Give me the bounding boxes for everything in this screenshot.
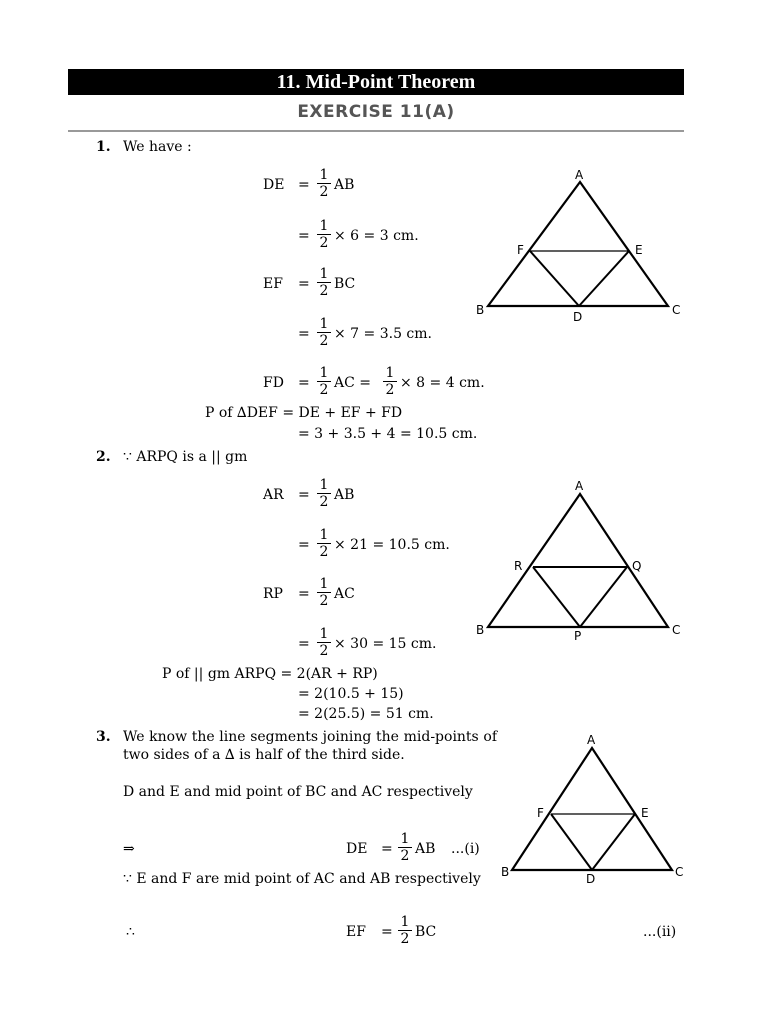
implies-symbol: ⇒ [123, 841, 135, 857]
q2-perimeter-step: = 2(10.5 + 15) [298, 686, 404, 702]
q3-eq-1: = [381, 841, 393, 857]
q3-ref-i: ...(i) [451, 841, 480, 857]
q1-ab: AB [334, 177, 355, 193]
vertex-a-label: A [575, 479, 584, 493]
q3-de-label: DE [346, 841, 368, 857]
divider [68, 130, 684, 132]
q2-eq-2: = [298, 537, 310, 553]
q3-bc: BC [415, 924, 437, 940]
point-d-label: D [586, 872, 596, 886]
q2-ac: AC [334, 586, 355, 602]
q1-bc: BC [334, 276, 356, 292]
triangle-figure-3 [495, 728, 690, 888]
q2-intro: ∵ ARPQ is a || gm [123, 449, 248, 465]
point-p-label: P [574, 629, 582, 642]
fraction-half: $\frac{1}{2}$ [398, 831, 412, 864]
triangle-figure-2 [470, 472, 690, 642]
q2-ar-label: AR [263, 487, 284, 503]
q3-eq-2: = [381, 924, 393, 940]
segment-fd [551, 814, 592, 870]
q3-paragraph-3: ∵ E and F are mid point of AC and AB respectively [123, 871, 481, 887]
exercise-heading: EXERCISE 11(A) [297, 102, 455, 122]
q1-intro: We have : [123, 139, 192, 155]
q1-eq-5: = [298, 375, 310, 391]
fraction-half: $\frac{1}{2}$ [317, 167, 331, 200]
q1-de-label: DE [263, 177, 285, 193]
fraction-half: $\frac{1}{2}$ [317, 527, 331, 560]
vertex-c-label: C [672, 623, 681, 637]
point-e-label: E [635, 243, 643, 257]
fraction-half: $\frac{1}{2}$ [317, 266, 331, 299]
q2-eq-3: = [298, 586, 310, 602]
q1-eq-3: = [298, 276, 310, 292]
q3-ef-label: EF [346, 924, 366, 940]
q2-ab: AB [334, 487, 355, 503]
q2-perimeter: P of || gm ARPQ = 2(AR + RP) [162, 666, 378, 682]
segment-rp [533, 567, 580, 627]
q1-number: 1. [96, 139, 111, 155]
q2-rp-label: RP [263, 586, 283, 602]
q3-paragraph-1: We know the line segments joining the mid-points of two sides of a ∆ is half of the third side. [123, 729, 497, 763]
q1-de-value: × 6 = 3 cm. [334, 228, 419, 244]
fraction-half: $\frac{1}{2}$ [317, 626, 331, 659]
segment-fd [530, 251, 579, 306]
point-q-label: Q [632, 559, 642, 573]
point-r-label: R [514, 559, 523, 573]
q1-eq-2: = [298, 228, 310, 244]
q1-fd-label: FD [263, 375, 284, 391]
q2-ar-value: × 21 = 10.5 cm. [334, 537, 450, 553]
therefore-symbol: ∴ [126, 924, 135, 940]
q3-paragraph-2: D and E and mid point of BC and AC respectively [123, 784, 473, 800]
q1-ef-label: EF [263, 276, 283, 292]
q1-ac: AC = [334, 375, 372, 391]
q1-ef-value: × 7 = 3.5 cm. [334, 326, 432, 342]
vertex-b-label: B [501, 865, 510, 879]
q1-fd-value: × 8 = 4 cm. [400, 375, 485, 391]
q2-number: 2. [96, 449, 111, 465]
q2-eq-4: = [298, 636, 310, 652]
point-e-label: E [641, 806, 649, 820]
segment-ed [592, 814, 635, 870]
q3-ab: AB [415, 841, 436, 857]
fraction-half: $\frac{1}{2}$ [317, 365, 331, 398]
vertex-b-label: B [476, 623, 485, 637]
fraction-half: $\frac{1}{2}$ [317, 576, 331, 609]
fraction-half: $\frac{1}{2}$ [317, 477, 331, 510]
q3-ref-ii: ...(ii) [643, 924, 677, 940]
vertex-c-label: C [672, 303, 681, 317]
q1-perimeter-value: = 3 + 3.5 + 4 = 10.5 cm. [298, 426, 478, 442]
point-d-label: D [573, 310, 583, 324]
q2-eq-1: = [298, 487, 310, 503]
q3-number: 3. [96, 729, 111, 745]
segment-qp [580, 567, 627, 627]
q1-eq-4: = [298, 326, 310, 342]
vertex-c-label: C [675, 865, 684, 879]
q1-eq-1: = [298, 177, 310, 193]
point-f-label: F [537, 806, 544, 820]
fraction-half: $\frac{1}{2}$ [383, 365, 397, 398]
q1-perimeter: P of ∆DEF = DE + EF + FD [205, 405, 403, 421]
fraction-half: $\frac{1}{2}$ [317, 218, 331, 251]
q2-rp-value: × 30 = 15 cm. [334, 636, 437, 652]
chapter-title: 11. Mid-Point Theorem [68, 69, 684, 95]
segment-ed [579, 251, 629, 306]
fraction-half: $\frac{1}{2}$ [317, 316, 331, 349]
q2-perimeter-value: = 2(25.5) = 51 cm. [298, 706, 434, 722]
vertex-a-label: A [587, 733, 596, 747]
vertex-a-label: A [575, 168, 584, 182]
fraction-half: $\frac{1}{2}$ [398, 914, 412, 947]
vertex-b-label: B [476, 303, 485, 317]
point-f-label: F [517, 243, 524, 257]
triangle-figure-1 [470, 162, 690, 327]
